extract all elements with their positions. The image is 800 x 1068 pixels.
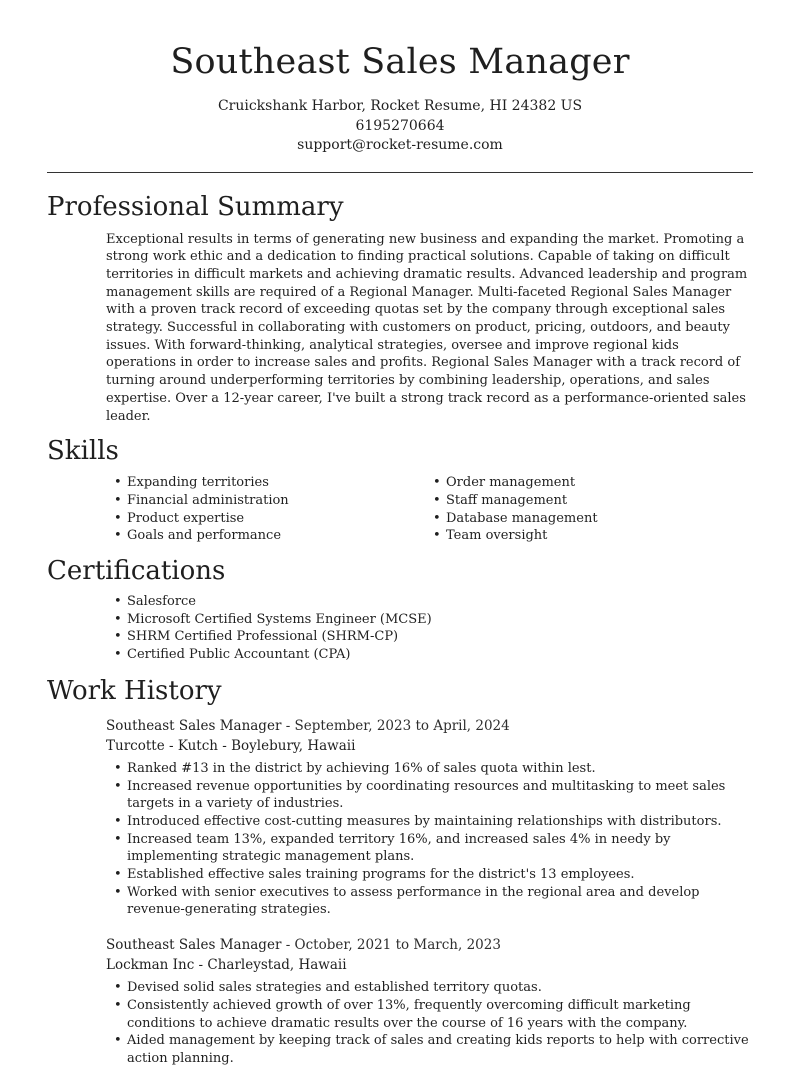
job-bullet: • Established effective sales training programs for the district's 13 employees. — [106, 866, 756, 884]
job-dates: - October, 2021 to March, 2023 — [281, 937, 501, 954]
skill-item: • Team oversight — [425, 527, 744, 545]
skill-item: • Financial administration — [106, 492, 425, 510]
certifications-section — [47, 554, 753, 664]
summary-section — [47, 190, 753, 426]
job-bullets — [106, 760, 756, 919]
candidate-name: Southeast Sales Manager — [170, 42, 630, 82]
job-title-line — [106, 935, 753, 955]
certifications-list — [106, 593, 753, 664]
job-company: Lockman Inc - Charleystad, Hawaii — [106, 957, 347, 974]
job-bullet: • Ranked #13 in the district by achieving 16% of sales quota within lest. — [106, 760, 756, 778]
skill-item: • Expanding territories — [106, 474, 425, 492]
certifications-heading: Certifications — [47, 556, 226, 587]
job-bullet: • Worked with senior executives to assess performance in the regional area and develop revenue-generating strategies. — [106, 884, 756, 919]
work-history-heading: Work History — [47, 675, 222, 706]
job-entry — [106, 716, 753, 919]
job-bullets — [106, 979, 756, 1068]
skills-columns — [106, 474, 753, 545]
job-title-line — [106, 716, 753, 736]
job-bullet: • Introduced effective cost-cutting measures by maintaining relationships with distributors. — [106, 813, 756, 831]
summary-heading: Professional Summary — [47, 191, 344, 222]
job-entry — [106, 935, 753, 1068]
skill-item: • Database management — [425, 510, 744, 528]
job-title: Southeast Sales Manager — [106, 717, 282, 734]
job-bullet: • Devised solid sales strategies and established territory quotas. — [106, 979, 756, 997]
header-divider — [47, 172, 753, 173]
skill-item: • Order management — [425, 474, 744, 492]
job-bullet: • Increased team 13%, expanded territory 16%, and increased sales 4% in needy by implementing strategic management plans. — [106, 831, 756, 866]
skill-item: • Product expertise — [106, 510, 425, 528]
certification-item: • SHRM Certified Professional (SHRM-CP) — [106, 628, 753, 646]
contact-email: support@rocket-resume.com — [297, 137, 503, 153]
skills-section — [47, 434, 753, 545]
job-company: Turcotte - Kutch - Boylebury, Hawaii — [106, 737, 356, 754]
job-title: Southeast Sales Manager — [106, 937, 282, 954]
certification-item: • Salesforce — [106, 593, 753, 611]
resume-header — [0, 0, 800, 156]
contact-address: Cruickshank Harbor, Rocket Resume, HI 24382 US — [217, 98, 583, 114]
skills-list-left — [106, 474, 425, 545]
job-bullet: • Aided management by keeping track of sales and creating kids reports to help with corrective action planning. — [106, 1032, 756, 1067]
job-bullet: • Consistently achieved growth of over 13%, frequently overcoming difficult marketing conditions to achieve dramatic results over the course of 16 years with the company. — [106, 997, 756, 1032]
certification-item: • Microsoft Certified Systems Engineer (MCSE) — [106, 611, 753, 629]
skills-list-right — [425, 474, 744, 545]
skill-item: • Staff management — [425, 492, 744, 510]
skills-heading: Skills — [47, 436, 119, 467]
summary-text: Exceptional results in terms of generating new business and expanding the market. Promoting a strong work ethic and a dedication to finding practical solutions. Capable of taking on difficult territories in difficult markets and achieving dramatic results. Advanced leadership and program management skills are required of a Regional Manager. Multi-faceted Regional Sales Manager with a proven track record of exceeding quotas set by the company through exceptional sales strategy. Successful in collaborating with customers on product, pricing, outdoors, and beauty issues. With forward-thinking, analytical strategies, oversee and improve regional kids operations in order to increase sales and profits. Regional Sales Manager with a track record of turning around underperforming territories by combining leadership, operations, and sales expertise. Over a 12-year career, I've built a strong track record as a performance-oriented sales leader. — [106, 231, 748, 424]
skill-item: • Goals and performance — [106, 527, 425, 545]
contact-phone: 6195270664 — [355, 117, 445, 134]
job-bullet: • Increased revenue opportunities by coordinating resources and multitasking to meet sales targets in a variety of industries. — [106, 778, 756, 813]
certification-item: • Certified Public Accountant (CPA) — [106, 646, 753, 664]
contact-block — [0, 97, 800, 156]
job-dates: - September, 2023 to April, 2024 — [281, 717, 510, 734]
work-history-section — [47, 674, 753, 1068]
